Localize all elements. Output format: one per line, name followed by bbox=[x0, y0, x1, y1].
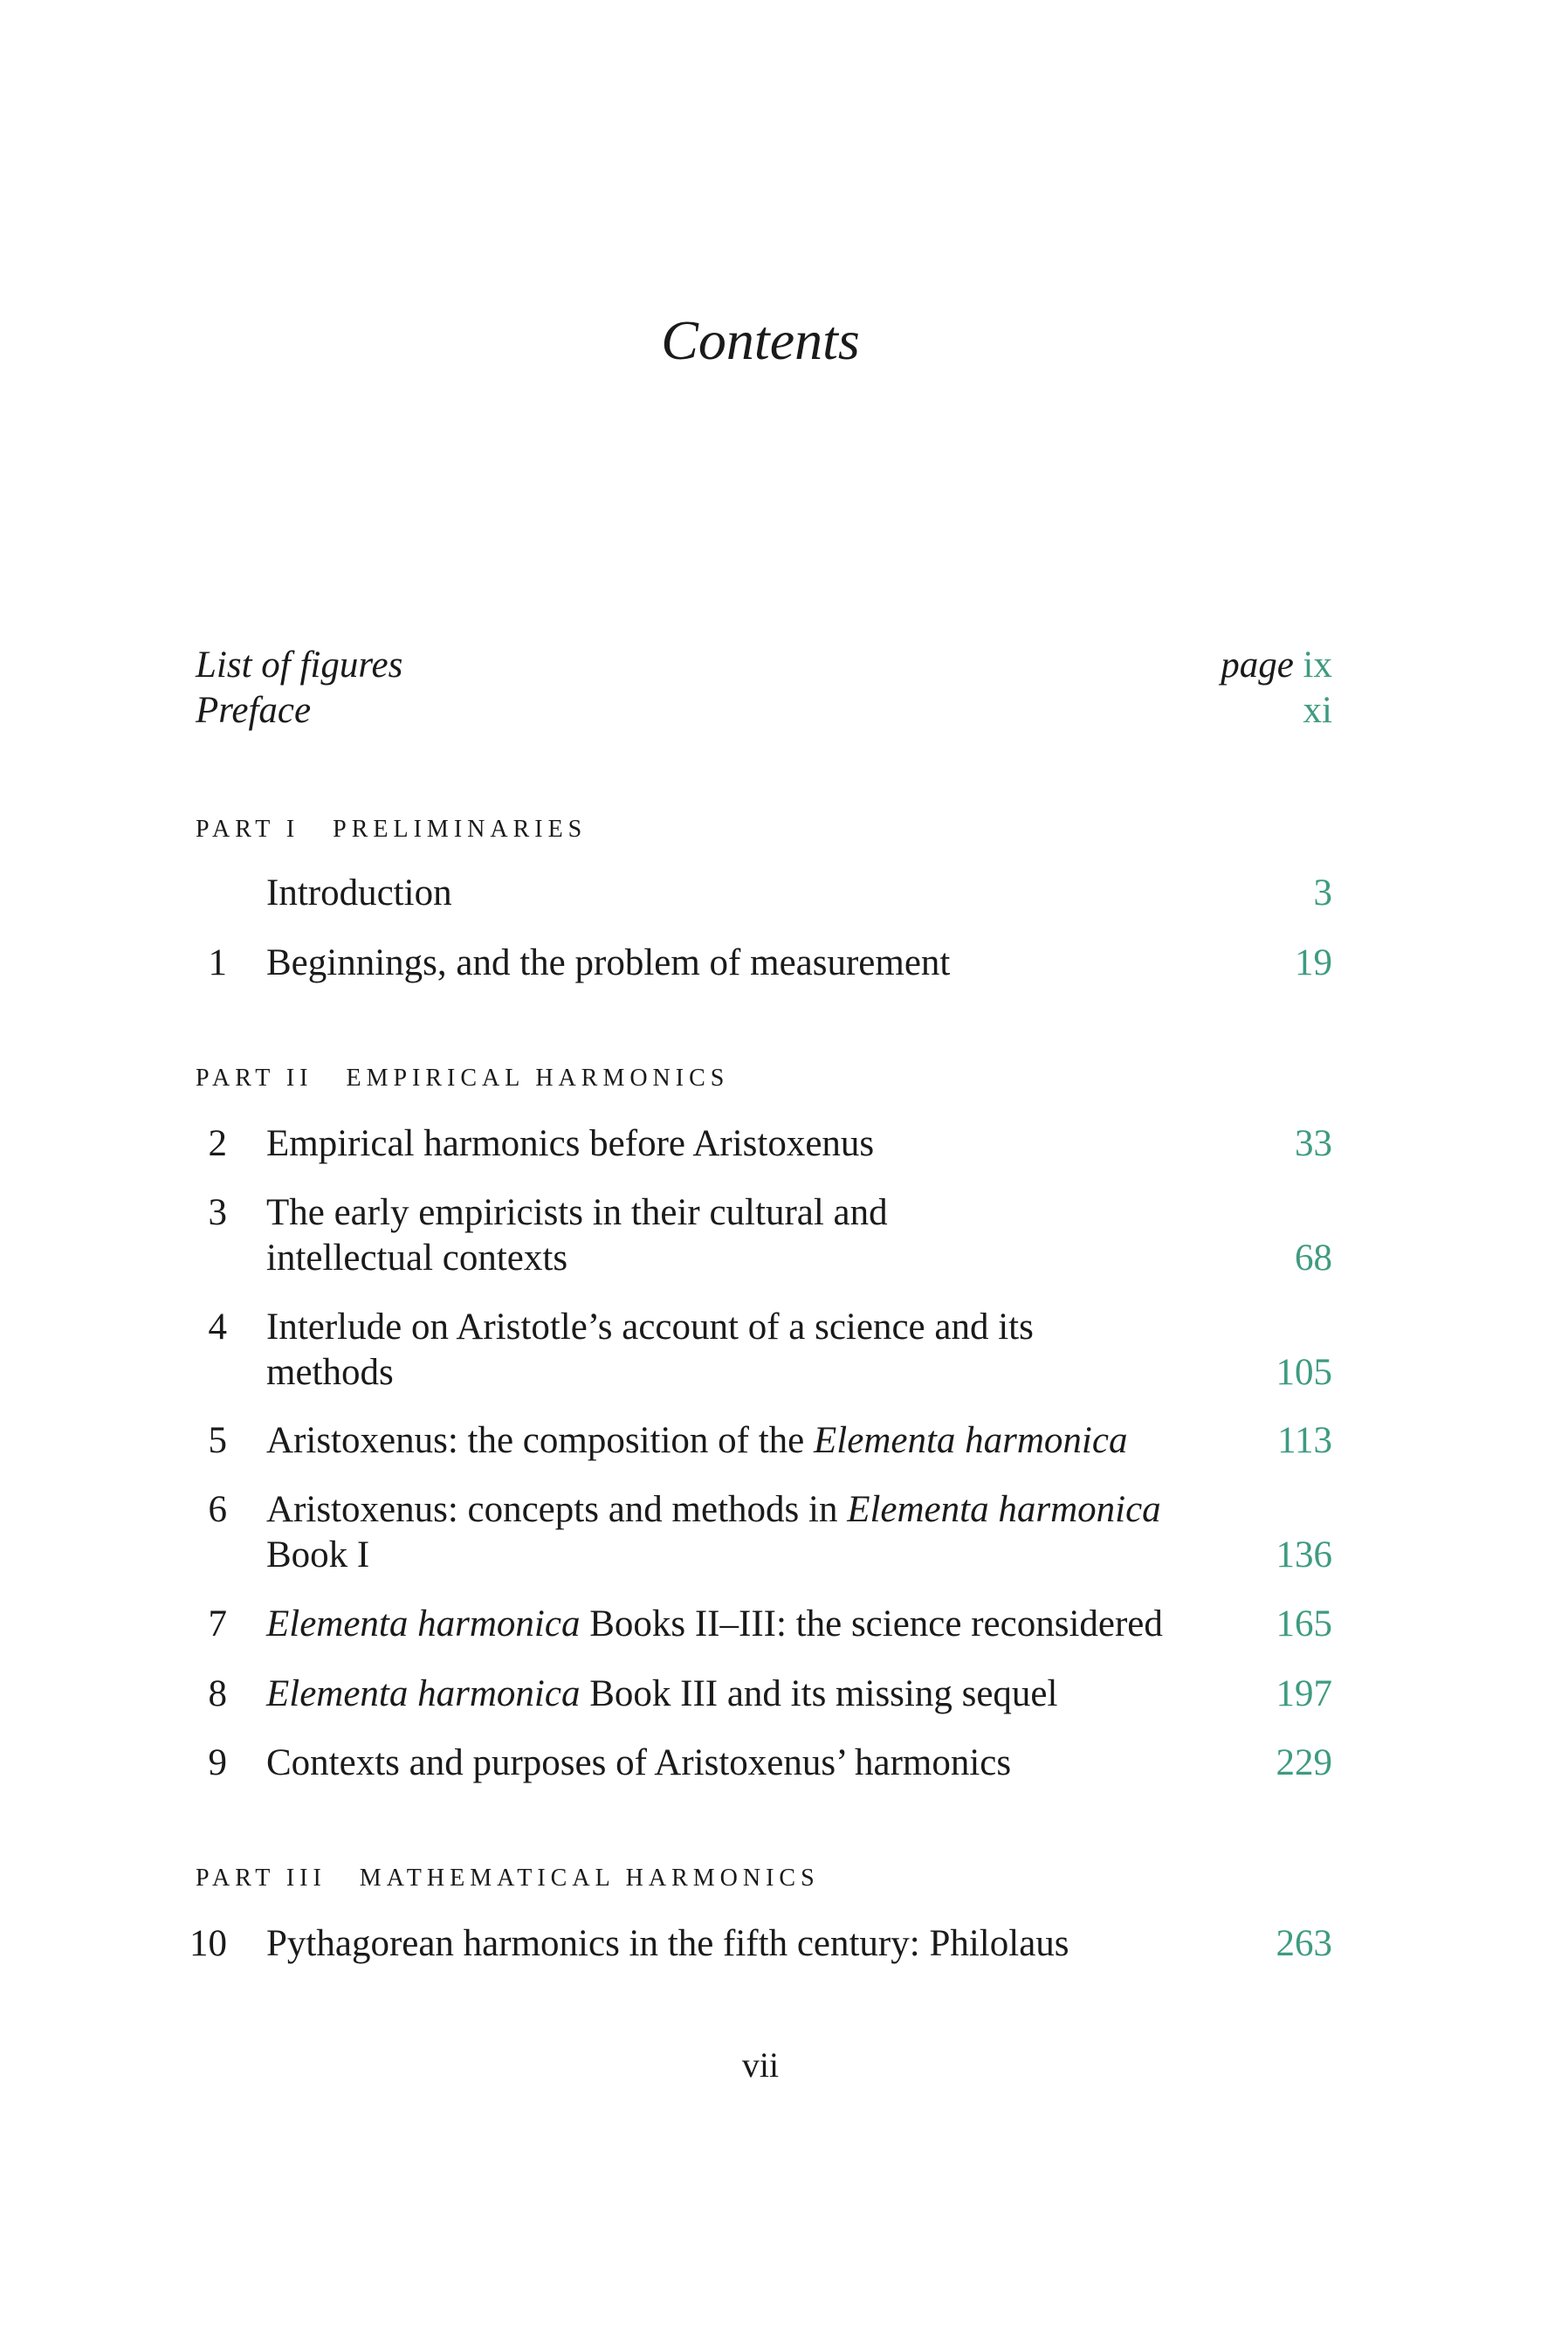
part-label: PART I bbox=[196, 816, 300, 843]
toc-entry-title: Preface bbox=[196, 690, 312, 731]
page-number: 229 bbox=[1276, 1742, 1332, 1783]
toc-row-preface[interactable] bbox=[196, 688, 1332, 734]
chapter-number: 7 bbox=[208, 1603, 227, 1644]
part-label: PART III bbox=[196, 1865, 327, 1892]
page-number: 197 bbox=[1276, 1673, 1332, 1714]
part-label: PART II bbox=[196, 1065, 313, 1092]
chapter-title: Elementa harmonica Books II–III: the science reconsidered bbox=[266, 1603, 1163, 1644]
toc-entry-title: List of figures bbox=[196, 645, 403, 686]
part-title: PRELIMINARIES bbox=[333, 816, 588, 843]
chapter-title: Beginnings, and the problem of measurement bbox=[266, 942, 951, 983]
toc-row-chapter-6[interactable] bbox=[175, 1487, 1332, 1578]
chapter-number: 2 bbox=[208, 1123, 227, 1164]
chapter-number: 10 bbox=[189, 1923, 227, 1964]
page-prefix: page bbox=[1221, 645, 1294, 686]
page-number: 19 bbox=[1295, 942, 1332, 983]
chapter-number: 8 bbox=[208, 1673, 227, 1714]
page-number: 105 bbox=[1276, 1352, 1332, 1393]
part-title: MATHEMATICAL HARMONICS bbox=[359, 1865, 820, 1892]
page-number: 68 bbox=[1295, 1238, 1332, 1279]
chapter-title: Aristoxenus: concepts and methods in Elementa harmonica Book I bbox=[266, 1489, 1161, 1575]
part-heading-3 bbox=[196, 1861, 820, 1896]
chapter-title: Contexts and purposes of Aristoxenus’ harmonics bbox=[266, 1742, 1012, 1783]
chapter-title: Empirical harmonics before Aristoxenus bbox=[266, 1123, 875, 1164]
chapter-title: Aristoxenus: the composition of the Elementa harmonica bbox=[266, 1420, 1128, 1461]
part-title: EMPIRICAL HARMONICS bbox=[346, 1065, 730, 1092]
toc-page-ref bbox=[1221, 643, 1332, 688]
toc-row-chapter-1[interactable] bbox=[175, 941, 1332, 986]
toc-row-chapter-7[interactable] bbox=[175, 1602, 1332, 1647]
chapter-number: 3 bbox=[208, 1192, 227, 1233]
chapter-title: Interlude on Aristotle’s account of a science and its methods bbox=[266, 1306, 1034, 1393]
page-folio: vii bbox=[741, 2045, 780, 2085]
toc-row-chapter-8[interactable] bbox=[175, 1672, 1332, 1717]
chapter-title: The early empiricists in their cultural and intellectual contexts bbox=[266, 1192, 888, 1279]
chapter-title: Elementa harmonica Book III and its missing sequel bbox=[266, 1673, 1058, 1714]
chapter-title: Introduction bbox=[266, 872, 452, 914]
page-number: ix bbox=[1303, 645, 1332, 686]
toc-row-chapter-2[interactable] bbox=[175, 1121, 1332, 1167]
page-number: 263 bbox=[1276, 1923, 1332, 1964]
page-number: 136 bbox=[1276, 1534, 1332, 1575]
chapter-number: 1 bbox=[208, 942, 227, 983]
part-heading-2 bbox=[196, 1061, 729, 1096]
toc-row-chapter-3[interactable] bbox=[175, 1190, 1332, 1281]
toc-page-ref bbox=[1303, 688, 1332, 734]
part-heading-1 bbox=[196, 812, 587, 847]
page-number: 113 bbox=[1277, 1420, 1332, 1461]
toc-row-chapter-9[interactable] bbox=[175, 1741, 1332, 1786]
page-number: 3 bbox=[1313, 872, 1332, 914]
chapter-number: 5 bbox=[208, 1420, 227, 1461]
chapter-number: 6 bbox=[208, 1489, 227, 1530]
toc-row-introduction[interactable] bbox=[175, 871, 1332, 916]
page-title: Contents bbox=[661, 309, 860, 371]
chapter-number: 4 bbox=[208, 1306, 227, 1348]
page-number: xi bbox=[1303, 690, 1332, 731]
toc-row-list-of-figures[interactable] bbox=[196, 643, 1332, 688]
chapter-number: 9 bbox=[208, 1742, 227, 1783]
toc-row-chapter-10[interactable] bbox=[175, 1921, 1332, 1967]
page-number: 165 bbox=[1276, 1603, 1332, 1644]
toc-row-chapter-5[interactable] bbox=[175, 1418, 1332, 1464]
chapter-title: Pythagorean harmonics in the fifth century: Philolaus bbox=[266, 1923, 1069, 1964]
toc-row-chapter-4[interactable] bbox=[175, 1305, 1332, 1396]
page-number: 33 bbox=[1295, 1123, 1332, 1164]
